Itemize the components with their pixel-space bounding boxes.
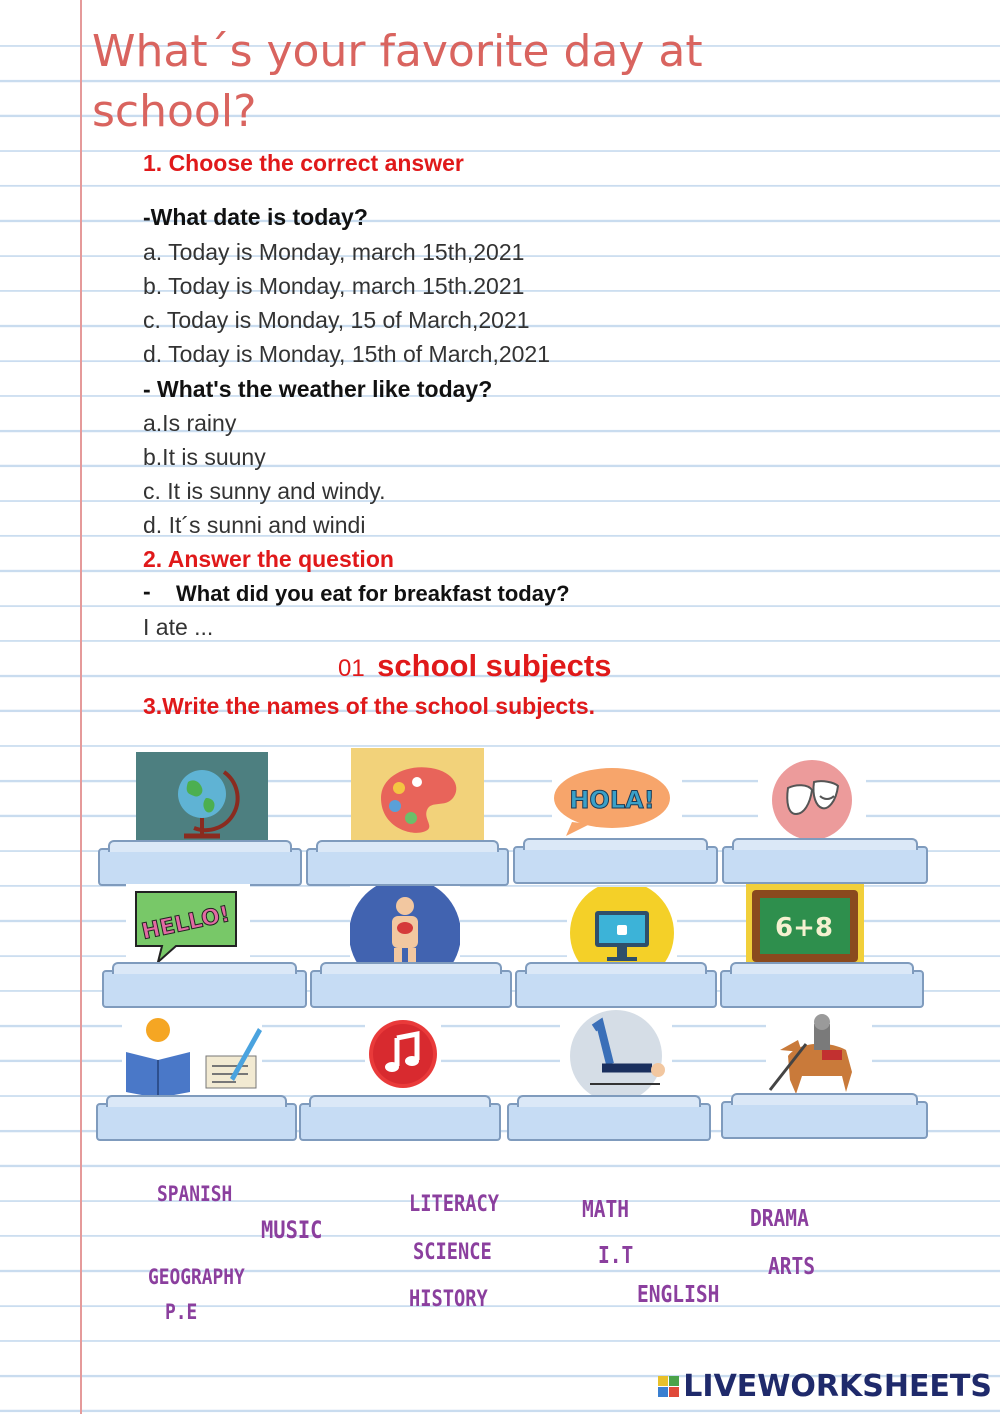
word-arts[interactable]: ARTS	[768, 1254, 816, 1280]
option-date-b[interactable]: b. Today is Monday, march 15th.2021	[143, 273, 525, 299]
answer-box-4[interactable]	[722, 846, 928, 884]
word-literacy[interactable]: LITERACY	[409, 1192, 500, 1217]
hola-text: HOLA!	[569, 786, 655, 814]
word-geography[interactable]: GEOGRAPHY	[148, 1265, 245, 1289]
word-drama[interactable]: DRAMA	[750, 1206, 809, 1232]
reading-writing-icon	[122, 1016, 262, 1098]
option-weather-a[interactable]: a.Is rainy	[143, 410, 237, 436]
answer-box-5[interactable]	[102, 970, 307, 1008]
logo-mark-icon	[658, 1376, 679, 1397]
answer-box-2[interactable]	[306, 848, 509, 886]
page-title: What´s your favorite day at school?	[92, 26, 703, 137]
question-breakfast: What did you eat for breakfast today?	[176, 581, 570, 606]
word-math[interactable]: MATH	[582, 1197, 630, 1223]
answer-breakfast[interactable]: I ate ...	[143, 614, 214, 640]
logo-text: LIVEWORKSHEETS	[683, 1369, 992, 1404]
word-science[interactable]: SCIENCE	[413, 1240, 492, 1265]
answer-box-12[interactable]	[721, 1101, 928, 1139]
answer-box-6[interactable]	[310, 970, 512, 1008]
liveworksheets-logo[interactable]	[658, 1369, 992, 1404]
word-music[interactable]: MUSIC	[261, 1216, 323, 1244]
section2-heading: 2. Answer the question	[143, 546, 394, 572]
answer-box-3[interactable]	[513, 846, 718, 884]
word-pe[interactable]: P.E	[165, 1300, 198, 1324]
word-spanish[interactable]: SPANISH	[157, 1182, 233, 1206]
word-it[interactable]: I.T	[598, 1243, 634, 1269]
computer-icon	[567, 887, 677, 969]
option-date-a[interactable]: a. Today is Monday, march 15th,2021	[143, 239, 525, 265]
drama-masks-icon	[758, 758, 866, 842]
exercise-icon	[560, 1010, 672, 1102]
hello-bubble-icon	[126, 884, 250, 966]
option-weather-d[interactable]: d. It´s sunni and windi	[143, 512, 366, 538]
hola-bubble-icon	[552, 760, 682, 842]
margin-line	[80, 0, 82, 1414]
answer-box-8[interactable]	[720, 970, 924, 1008]
question-weather: - What's the weather like today?	[143, 376, 493, 402]
subtitle	[338, 648, 611, 684]
question-dash: -	[143, 578, 151, 604]
palette-icon	[351, 748, 484, 845]
knight-icon	[766, 1010, 872, 1100]
option-date-d[interactable]: d. Today is Monday, 15th of March,2021	[143, 341, 551, 367]
word-history[interactable]: HISTORY	[409, 1287, 488, 1312]
word-english[interactable]: ENGLISH	[637, 1282, 720, 1308]
answer-box-9[interactable]	[96, 1103, 297, 1141]
subtitle-text: school subjects	[377, 648, 612, 683]
option-date-c[interactable]: c. Today is Monday, 15 of March,2021	[143, 307, 530, 333]
answer-box-10[interactable]	[299, 1103, 501, 1141]
chalkboard-text: 6+8	[775, 913, 833, 943]
globe-icon	[136, 752, 268, 844]
answer-box-1[interactable]	[98, 848, 302, 886]
chalkboard-icon	[746, 884, 864, 968]
section3-heading: 3.Write the names of the school subjects.	[143, 693, 596, 719]
anatomy-icon	[350, 886, 460, 970]
section1-heading: 1. Choose the correct answer	[143, 150, 464, 176]
hello-text: HELLO!	[139, 901, 233, 946]
answer-box-7[interactable]	[515, 970, 717, 1008]
question-date: -What date is today?	[143, 204, 368, 230]
option-weather-b[interactable]: b.It is suuny	[143, 444, 266, 470]
music-note-icon	[365, 1016, 441, 1092]
subtitle-number: 01	[338, 655, 365, 682]
answer-box-11[interactable]	[507, 1103, 711, 1141]
option-weather-c[interactable]: c. It is sunny and windy.	[143, 478, 386, 504]
